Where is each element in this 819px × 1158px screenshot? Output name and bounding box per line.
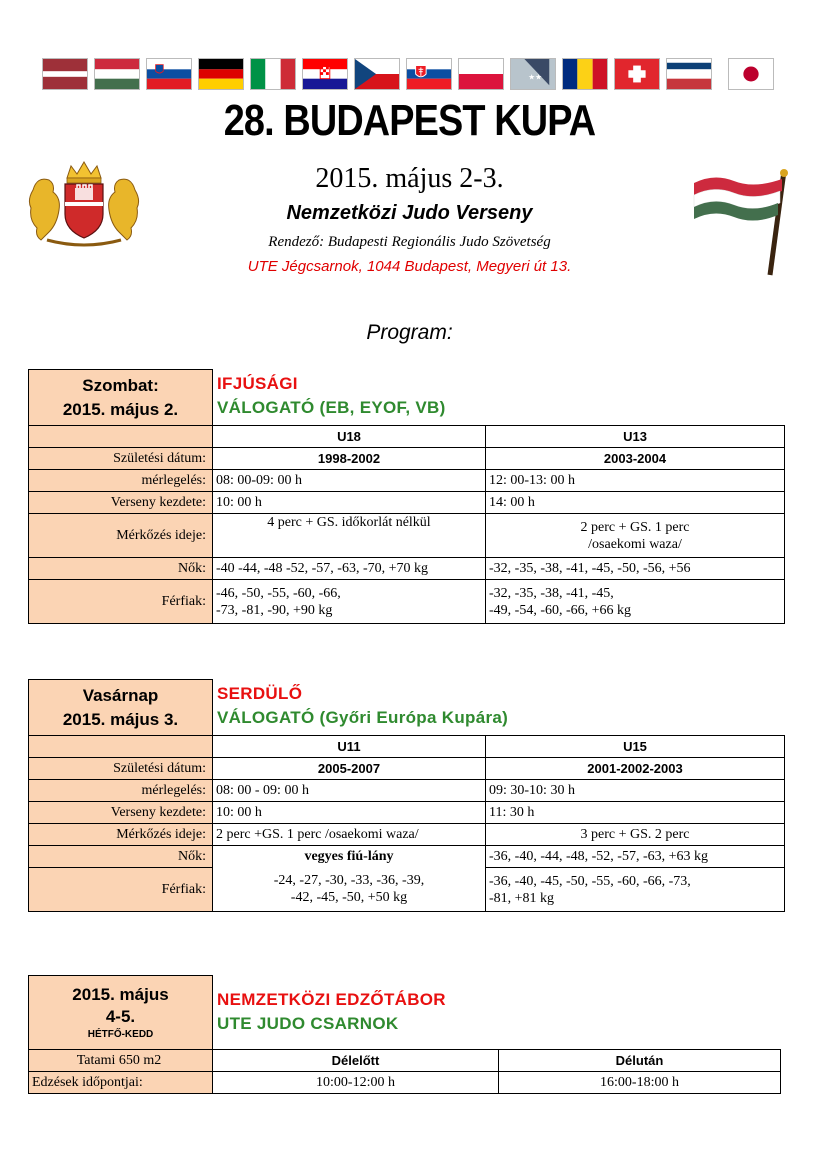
event-date: 2015. május 2-3. xyxy=(315,163,504,194)
program-heading: Program: xyxy=(366,321,453,344)
row-label: mérlegelés: xyxy=(29,470,213,492)
saturday-table xyxy=(28,369,785,624)
cell-line: -73, -81, -90, +90 kg xyxy=(216,602,333,618)
row-label: mérlegelés: xyxy=(29,780,213,802)
table-cell: 09: 30-10: 30 h xyxy=(486,780,785,802)
table-cell: 2 perc +GS. 1 perc /osaekomi waza/ xyxy=(213,824,486,846)
table-row xyxy=(29,868,785,912)
row-label: Férfiak: xyxy=(29,580,213,624)
table-row xyxy=(29,680,785,736)
category-subtitle: UTE JUDO CSARNOK xyxy=(217,1013,399,1033)
day-label: Szombat: xyxy=(82,375,159,395)
organizer-text: Rendező: Budapesti Regionális Judo Szövetség xyxy=(268,234,551,250)
czech-flag-icon xyxy=(354,58,400,90)
switzerland-flag-icon xyxy=(614,58,660,90)
day-date: 2015. május 2. xyxy=(62,399,179,419)
row-label: Nők: xyxy=(29,558,213,580)
table-row xyxy=(29,492,785,514)
category-title: IFJÚSÁGI xyxy=(217,373,298,393)
table-row xyxy=(29,846,785,868)
table-cell: 11: 30 h xyxy=(486,802,785,824)
sunday-table xyxy=(28,679,785,912)
row-label: Mérkőzés ideje: xyxy=(29,824,213,846)
category-cell xyxy=(213,680,785,736)
table-cell: 3 perc + GS. 2 perc xyxy=(486,824,785,846)
flags-row xyxy=(42,58,782,92)
croatia-flag-icon xyxy=(302,58,348,90)
table-cell: 08: 00 - 09: 00 h xyxy=(213,780,486,802)
row-label: Férfiak: xyxy=(29,868,213,912)
cell-line: -36, -40, -45, -50, -55, -60, -66, -73, xyxy=(489,873,691,889)
table-row xyxy=(29,758,785,780)
italy-flag-icon xyxy=(250,58,296,90)
table-row xyxy=(29,558,785,580)
cell-line: -49, -54, -60, -66, +66 kg xyxy=(489,602,632,618)
row-label: Verseny kezdete: xyxy=(29,802,213,824)
table-cell: -36, -40, -44, -48, -52, -57, -63, +63 kg xyxy=(486,846,785,868)
table-cell: 2005-2007 xyxy=(213,758,486,780)
table-cell: 10: 00 h xyxy=(213,802,486,824)
day-date: 2015. május 3. xyxy=(62,709,179,729)
category-cell xyxy=(213,370,785,426)
cell-line: -42, -45, -50, +50 kg xyxy=(290,890,408,906)
row-label: Verseny kezdete: xyxy=(29,492,213,514)
slovakia-flag-icon xyxy=(406,58,452,90)
germany-flag-icon xyxy=(198,58,244,90)
table-cell xyxy=(486,514,785,558)
header-blank xyxy=(29,736,213,758)
cell-line: 2 perc + GS. 1 perc xyxy=(580,519,690,535)
bosnia-flag-icon xyxy=(510,58,556,90)
row-label: Születési dátum: xyxy=(29,758,213,780)
table-row xyxy=(29,802,785,824)
table-row xyxy=(29,514,785,558)
category-cell xyxy=(213,976,781,1050)
category-title: NEMZETKÖZI EDZŐTÁBOR xyxy=(217,989,446,1009)
table-cell: 08: 00-09: 00 h xyxy=(213,470,486,492)
cell-line: -24, -27, -30, -33, -36, -39, xyxy=(273,873,425,889)
table-row xyxy=(29,824,785,846)
camp-days: HÉTFŐ-KEDD xyxy=(87,1028,154,1040)
hungarian-flag-pole-icon xyxy=(688,165,800,277)
table-row xyxy=(29,1072,781,1094)
table-cell: vegyes fiú-lány xyxy=(213,846,486,868)
table-cell: 10:00-12:00 h xyxy=(213,1072,499,1094)
table-cell xyxy=(486,868,785,912)
column-header: U18 xyxy=(213,426,486,448)
table-cell: 14: 00 h xyxy=(486,492,785,514)
header-blank xyxy=(29,426,213,448)
category-subtitle: VÁLOGATÓ (EB, EYOF, VB) xyxy=(217,397,446,417)
table-cell xyxy=(486,580,785,624)
table-row xyxy=(29,780,785,802)
venue-text: UTE Jégcsarnok, 1044 Budapest, Megyeri út 13. xyxy=(247,258,572,275)
column-header: U11 xyxy=(213,736,486,758)
cell-line: -46, -50, -55, -60, -66, xyxy=(216,585,341,601)
camp-date-line: 2015. május xyxy=(72,984,169,1004)
table-cell: 2003-2004 xyxy=(486,448,785,470)
budapest-crest-icon xyxy=(27,160,141,248)
svg-text:★★: ★★ xyxy=(528,72,542,82)
serbia-flag-icon xyxy=(666,58,712,90)
cell-line: /osaekomi waza/ xyxy=(588,536,682,552)
slovenia-flag-icon xyxy=(146,58,192,90)
camp-day-cell xyxy=(29,976,213,1050)
table-cell: -40 -44, -48 -52, -57, -63, -70, +70 kg xyxy=(213,558,486,580)
table-cell: 12: 00-13: 00 h xyxy=(486,470,785,492)
japan-flag-icon xyxy=(728,58,774,90)
table-row xyxy=(29,370,785,426)
table-row xyxy=(29,448,785,470)
table-cell: 2001-2002-2003 xyxy=(486,758,785,780)
row-label: Edzések időpontjai: xyxy=(29,1072,213,1094)
table-cell: 1998-2002 xyxy=(213,448,486,470)
row-label: Születési dátum: xyxy=(29,448,213,470)
row-label: Tatami 650 m2 xyxy=(29,1050,213,1072)
day-label: Vasárnap xyxy=(82,685,159,705)
category-title: SERDÜLŐ xyxy=(217,683,303,703)
table-cell: 4 perc + GS. időkorlát nélkül xyxy=(213,514,486,558)
latvia-flag-icon xyxy=(42,58,88,90)
table-cell: 16:00-18:00 h xyxy=(499,1072,781,1094)
table-cell xyxy=(213,868,486,912)
table-row xyxy=(29,1050,781,1072)
table-row xyxy=(29,580,785,624)
cell-line: -32, -35, -38, -41, -45, xyxy=(489,585,614,601)
romania-flag-icon xyxy=(562,58,608,90)
event-subtitle: Nemzetközi Judo Verseny xyxy=(286,202,533,224)
table-row xyxy=(29,426,785,448)
hungary-flag-icon xyxy=(94,58,140,90)
row-label: Mérkőzés ideje: xyxy=(29,514,213,558)
table-row xyxy=(29,736,785,758)
page-title: 28. BUDAPEST KUPA xyxy=(223,96,596,145)
table-row xyxy=(29,976,781,1050)
row-label: Nők: xyxy=(29,846,213,868)
cell-line: -81, +81 kg xyxy=(489,890,555,906)
table-row xyxy=(29,470,785,492)
table-cell: -32, -35, -38, -41, -45, -50, -56, +56 xyxy=(486,558,785,580)
sunday-day-cell xyxy=(29,680,213,736)
camp-date-line: 4-5. xyxy=(105,1006,136,1026)
category-subtitle: VÁLOGATÓ (Győri Európa Kupára) xyxy=(217,707,509,727)
column-header: Délután xyxy=(499,1050,781,1072)
table-cell: 10: 00 h xyxy=(213,492,486,514)
table-cell xyxy=(213,580,486,624)
poland-flag-icon xyxy=(458,58,504,90)
saturday-day-cell xyxy=(29,370,213,426)
column-header: U13 xyxy=(486,426,785,448)
column-header: Délelőtt xyxy=(213,1050,499,1072)
column-header: U15 xyxy=(486,736,785,758)
camp-table xyxy=(28,975,781,1094)
